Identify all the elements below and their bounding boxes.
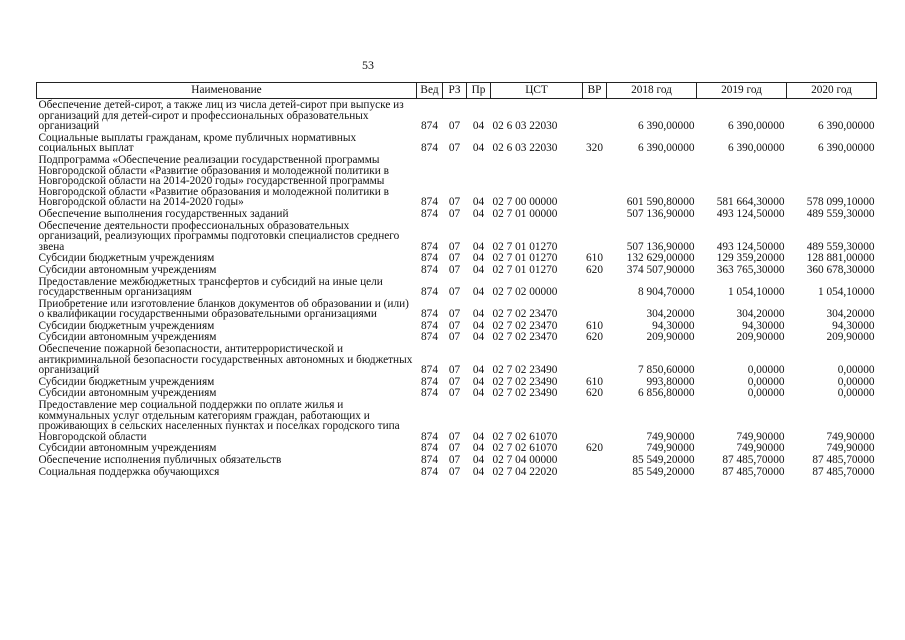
table-row (37, 331, 877, 343)
row-vr (583, 466, 607, 478)
row-pr: 04 (472, 430, 485, 443)
row-rz: 07 (448, 387, 461, 400)
row-vr: 620 (586, 442, 603, 455)
row-cst: 02 7 02 23490 (492, 387, 558, 400)
table-row (37, 320, 877, 332)
row-value-2018: 8 904,70000 (638, 286, 695, 299)
row-cst: 02 6 03 22030 (492, 120, 558, 133)
row-ved: 874 (421, 319, 438, 332)
row-vr (583, 154, 607, 208)
row-rz: 07 (448, 207, 461, 220)
row-ved: 874 (421, 454, 438, 466)
row-name: Субсидии бюджетным учреждениям (38, 375, 215, 388)
row-cst: 02 7 04 00000 (492, 454, 558, 466)
row-vr: 610 (586, 252, 603, 265)
row-pr: 04 (472, 364, 485, 377)
row-pr: 04 (472, 442, 485, 455)
row-value-2019: 363 765,30000 (716, 263, 785, 276)
row-pr: 04 (472, 286, 485, 299)
row-rz: 07 (448, 252, 461, 265)
row-value-2020: 749,90000 (826, 430, 875, 443)
header-rz: РЗ (443, 83, 467, 99)
row-value-2019: 0,00000 (747, 364, 785, 377)
row-ved: 874 (421, 364, 438, 377)
row-rz: 07 (448, 319, 461, 332)
row-rz: 07 (448, 196, 461, 209)
header-vr: ВР (583, 83, 607, 99)
row-vr (583, 343, 607, 376)
table-row (37, 399, 877, 442)
row-pr: 04 (472, 263, 485, 276)
header-cst: ЦСТ (491, 83, 583, 99)
row-name: Субсидии бюджетным учреждениям (38, 319, 215, 332)
row-value-2020: 360 678,30000 (806, 263, 875, 276)
row-ved: 874 (421, 120, 438, 133)
row-value-2018: 507 136,90000 (626, 207, 695, 220)
row-value-2020: 87 485,70000 (812, 465, 875, 478)
table-row (37, 132, 877, 154)
row-ved: 874 (421, 263, 438, 276)
row-value-2020: 0,00000 (837, 364, 875, 377)
row-vr (583, 399, 607, 442)
row-ved: 874 (421, 286, 438, 299)
row-rz: 07 (448, 364, 461, 377)
table-row (37, 264, 877, 276)
row-vr: 610 (586, 319, 603, 332)
row-value-2018: 749,90000 (646, 430, 695, 443)
row-value-2019: 581 664,30000 (716, 196, 785, 209)
row-value-2018: 6 390,00000 (638, 120, 695, 133)
row-cst: 02 7 02 61070 (492, 442, 558, 455)
row-pr: 04 (472, 142, 485, 155)
row-value-2018: 85 549,20000 (632, 454, 695, 466)
budget-table (36, 82, 877, 477)
row-pr: 04 (472, 375, 485, 388)
row-value-2020: 94,30000 (832, 319, 875, 332)
row-name: Предоставление мер социальной поддержки по оплате жилья и коммунальных услуг отдельным категориям граждан, работающих и проживающих в сельских населенных пунктах и поселках городского типа Новгородской области (38, 399, 400, 443)
table-row (37, 466, 877, 478)
row-name: Обеспечение исполнения публичных обязательств (38, 454, 282, 466)
row-value-2018: 993,80000 (646, 375, 695, 388)
row-rz: 07 (448, 331, 461, 344)
row-value-2020: 6 390,00000 (818, 120, 875, 133)
row-name: Субсидии автономным учреждениям (38, 387, 217, 400)
row-pr: 04 (472, 240, 485, 253)
row-pr: 04 (472, 207, 485, 220)
row-value-2018: 6 856,80000 (638, 387, 695, 400)
row-value-2019: 304,20000 (736, 308, 785, 321)
row-cst: 02 7 04 22020 (492, 465, 558, 478)
row-value-2020: 489 559,30000 (806, 207, 875, 220)
row-cst: 02 7 02 61070 (492, 430, 558, 443)
row-value-2018: 374 507,90000 (626, 263, 695, 276)
row-name: Предоставление межбюджетных трансфертов и субсидий на иные цели государственным организациям (38, 275, 383, 299)
row-name: Социальные выплаты гражданам, кроме публичных нормативных социальных выплат (38, 131, 357, 155)
row-pr: 04 (472, 252, 485, 265)
row-pr: 04 (472, 196, 485, 209)
row-pr: 04 (472, 331, 485, 344)
header-name: Наименование (37, 83, 417, 99)
row-ved: 874 (421, 442, 438, 455)
table-row (37, 276, 877, 298)
row-value-2019: 749,90000 (736, 442, 785, 455)
row-vr: 620 (586, 331, 603, 344)
row-value-2020: 128 881,00000 (806, 252, 875, 265)
table-row (37, 343, 877, 376)
row-name: Субсидии бюджетным учреждениям (38, 252, 215, 265)
row-value-2020: 87 485,70000 (812, 454, 875, 466)
row-ved: 874 (421, 465, 438, 478)
table-row (37, 376, 877, 388)
row-vr (583, 220, 607, 253)
row-vr (583, 99, 607, 132)
row-vr (583, 298, 607, 320)
row-ved: 874 (421, 207, 438, 220)
row-rz: 07 (448, 286, 461, 299)
row-value-2018: 7 850,60000 (638, 364, 695, 377)
row-rz: 07 (448, 430, 461, 443)
table-row (37, 220, 877, 253)
row-value-2018: 85 549,20000 (632, 465, 695, 478)
table-row (37, 252, 877, 264)
row-vr (583, 208, 607, 220)
row-value-2020: 489 559,30000 (806, 240, 875, 253)
row-value-2019: 6 390,00000 (728, 142, 785, 155)
row-value-2018: 507 136,90000 (626, 240, 695, 253)
header-2018: 2018 год (607, 83, 697, 99)
row-rz: 07 (448, 375, 461, 388)
table-row (37, 387, 877, 399)
row-cst: 02 7 02 23490 (492, 364, 558, 377)
row-ved: 874 (421, 387, 438, 400)
row-name: Приобретение или изготовление бланков документов об образовании и (или) о квалификации государственными образовательными организациями (38, 297, 409, 321)
row-rz: 07 (448, 442, 461, 455)
row-cst: 02 7 00 00000 (492, 196, 558, 209)
table-header-row (37, 83, 877, 99)
table-row (37, 99, 877, 132)
row-ved: 874 (421, 331, 438, 344)
row-cst: 02 7 02 23470 (492, 331, 558, 344)
header-2019: 2019 год (697, 83, 787, 99)
row-rz: 07 (448, 263, 461, 276)
row-name: Социальная поддержка обучающихся (38, 465, 220, 478)
row-pr: 04 (472, 454, 485, 466)
row-name: Обеспечение детей-сирот, а также лиц из числа детей-сирот при выпуске из организаций для детей-сирот и профессиональных образовательных организаций (38, 99, 404, 133)
row-rz: 07 (448, 308, 461, 321)
row-pr: 04 (472, 308, 485, 321)
row-rz: 07 (448, 240, 461, 253)
row-name: Субсидии автономным учреждениям (38, 442, 217, 455)
row-value-2018: 209,90000 (646, 331, 695, 344)
row-pr: 04 (472, 319, 485, 332)
row-value-2020: 6 390,00000 (818, 142, 875, 155)
row-cst: 02 7 01 01270 (492, 252, 558, 265)
table-row (37, 154, 877, 208)
row-vr (583, 276, 607, 298)
row-cst: 02 7 02 23490 (492, 375, 558, 388)
header-2020: 2020 год (787, 83, 877, 99)
row-value-2019: 0,00000 (747, 387, 785, 400)
table-body (37, 99, 877, 478)
row-value-2020: 209,90000 (826, 331, 875, 344)
row-cst: 02 6 03 22030 (492, 142, 558, 155)
row-pr: 04 (472, 465, 485, 478)
row-name: Обеспечение выполнения государственных заданий (38, 207, 289, 220)
row-cst: 02 7 02 23470 (492, 308, 558, 321)
row-value-2019: 6 390,00000 (728, 120, 785, 133)
row-value-2019: 749,90000 (736, 430, 785, 443)
row-value-2019: 94,30000 (742, 319, 785, 332)
row-value-2018: 749,90000 (646, 442, 695, 455)
row-value-2018: 601 590,80000 (626, 196, 695, 209)
row-value-2018: 132 629,00000 (626, 252, 695, 265)
row-value-2019: 1 054,10000 (728, 286, 785, 299)
row-ved: 874 (421, 196, 438, 209)
row-value-2020: 749,90000 (826, 442, 875, 455)
row-pr: 04 (472, 387, 485, 400)
row-name: Субсидии автономным учреждениям (38, 331, 217, 344)
header-pr: Пр (467, 83, 491, 99)
row-cst: 02 7 01 01270 (492, 263, 558, 276)
row-vr: 620 (586, 387, 603, 400)
row-value-2019: 129 359,20000 (716, 252, 785, 265)
row-value-2018: 304,20000 (646, 308, 695, 321)
header-ved: Вед (417, 83, 443, 99)
row-pr: 04 (472, 120, 485, 133)
row-rz: 07 (448, 120, 461, 133)
row-value-2019: 0,00000 (747, 375, 785, 388)
row-ved: 874 (421, 375, 438, 388)
row-rz: 07 (448, 465, 461, 478)
row-ved: 874 (421, 240, 438, 253)
row-name: Подпрограмма «Обеспечение реализации государственной программы Новгородской области «Развитие образования и молодежной политики в Новгородской области на 2014-2020 годы» государственной программы Новгородской области «Развитие образования и молодежной политики в Новгородской области на 2014-2020 годы» (38, 153, 389, 209)
row-value-2020: 578 099,10000 (806, 196, 875, 209)
row-ved: 874 (421, 142, 438, 155)
row-name: Обеспечение пожарной безопасности, антитеррористической и антикриминальной безопасности государственных автономных и бюджетных организаций (38, 343, 413, 377)
row-vr: 320 (586, 142, 603, 155)
table-row (37, 208, 877, 220)
row-cst: 02 7 02 00000 (492, 286, 558, 299)
row-cst: 02 7 01 00000 (492, 207, 558, 220)
row-name: Субсидии автономным учреждениям (38, 263, 217, 276)
row-vr: 610 (586, 375, 603, 388)
row-value-2020: 1 054,10000 (818, 286, 875, 299)
row-value-2019: 493 124,50000 (716, 240, 785, 253)
row-value-2018: 94,30000 (652, 319, 695, 332)
row-ved: 874 (421, 430, 438, 443)
row-value-2020: 304,20000 (826, 308, 875, 321)
row-value-2020: 0,00000 (837, 387, 875, 400)
row-value-2019: 87 485,70000 (722, 465, 785, 478)
page-number: 53 (362, 58, 374, 72)
row-value-2019: 209,90000 (736, 331, 785, 344)
row-value-2019: 493 124,50000 (716, 207, 785, 220)
row-vr (583, 454, 607, 466)
row-value-2019: 87 485,70000 (722, 454, 785, 466)
row-value-2018: 6 390,00000 (638, 142, 695, 155)
row-rz: 07 (448, 454, 461, 466)
table-row (37, 298, 877, 320)
row-name: Обеспечение деятельности профессиональных образовательных организаций, реализующих программы подготовки специалистов среднего звена (38, 219, 400, 253)
row-ved: 874 (421, 252, 438, 265)
row-cst: 02 7 01 01270 (492, 240, 558, 253)
row-vr: 620 (586, 263, 603, 276)
row-value-2020: 0,00000 (837, 375, 875, 388)
row-cst: 02 7 02 23470 (492, 319, 558, 332)
table-row (37, 442, 877, 454)
row-ved: 874 (421, 308, 438, 321)
table-row (37, 454, 877, 466)
row-rz: 07 (448, 142, 461, 155)
